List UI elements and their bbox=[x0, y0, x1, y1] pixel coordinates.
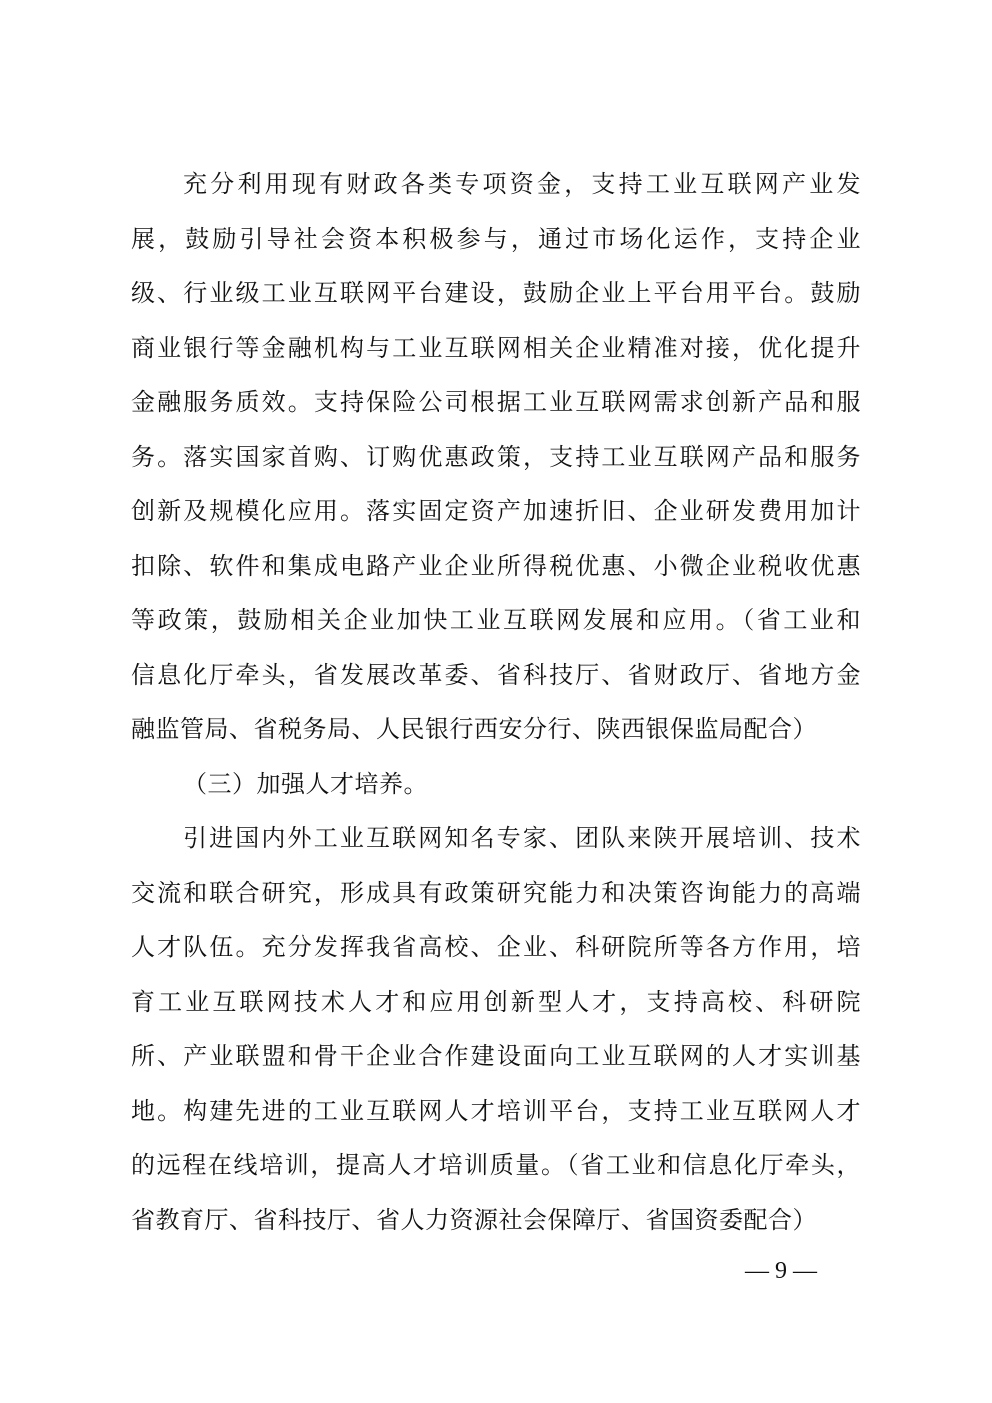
paragraph-2-line-5: 所、产业联盟和骨干企业合作建设面向工业互联网的人才实训基 bbox=[131, 1042, 861, 1070]
paragraph-1-line-4: 商业银行等金融机构与工业互联网相关企业精准对接，优化提升 bbox=[131, 333, 861, 362]
paragraph-1-line-11: 融监管局、省税务局、人民银行西安分行、陕西银保监局配合） bbox=[131, 715, 817, 743]
paragraph-1-line-1: 充分利用现有财政各类专项资金，支持工业互联网产业发 bbox=[183, 170, 861, 198]
paragraph-1-line-10: 信息化厅牵头，省发展改革委、省科技厅、省财政厅、省地方金 bbox=[131, 660, 861, 689]
paragraph-1-line-3: 级、行业级工业互联网平台建设，鼓励企业上平台用平台。鼓励 bbox=[131, 279, 861, 307]
paragraph-2-line-3: 人才队伍。充分发挥我省高校、企业、科研院所等各方作用，培 bbox=[131, 933, 861, 961]
paragraph-2-line-7: 的远程在线培训，提高人才培训质量。（省工业和信息化厅牵头， bbox=[131, 1151, 861, 1179]
paragraph-2-line-2: 交流和联合研究，形成具有政策研究能力和决策咨询能力的高端 bbox=[131, 878, 861, 907]
paragraph-2-line-8: 省教育厅、省科技厅、省人力资源社会保障厅、省国资委配合） bbox=[131, 1205, 817, 1234]
paragraph-2-line-6: 地。构建先进的工业互联网人才培训平台，支持工业互联网人才 bbox=[131, 1096, 861, 1125]
paragraph-1-line-6: 务。落实国家首购、订购优惠政策，支持工业互联网产品和服务 bbox=[131, 442, 861, 471]
page-number: — 9 — bbox=[745, 1258, 817, 1284]
paragraph-2-line-4: 育工业互联网技术人才和应用创新型人才，支持高校、科研院 bbox=[131, 987, 861, 1016]
paragraph-1-line-8: 扣除、软件和集成电路产业企业所得税优惠、小微企业税收优惠 bbox=[131, 551, 861, 580]
document-body bbox=[131, 157, 861, 1247]
section-heading: （三）加强人才培养。 bbox=[183, 769, 428, 798]
paragraph-2-line-1: 引进国内外工业互联网知名专家、团队来陕开展培训、技术 bbox=[183, 824, 861, 852]
paragraph-1-line-7: 创新及规模化应用。落实固定资产加速折旧、企业研发费用加计 bbox=[131, 497, 861, 525]
paragraph-1-line-5: 金融服务质效。支持保险公司根据工业互联网需求创新产品和服 bbox=[131, 388, 861, 416]
paragraph-1-line-2: 展，鼓励引导社会资本积极参与，通过市场化运作，支持企业 bbox=[131, 224, 861, 253]
paragraph-1-line-9: 等政策，鼓励相关企业加快工业互联网发展和应用。（省工业和 bbox=[131, 606, 861, 634]
